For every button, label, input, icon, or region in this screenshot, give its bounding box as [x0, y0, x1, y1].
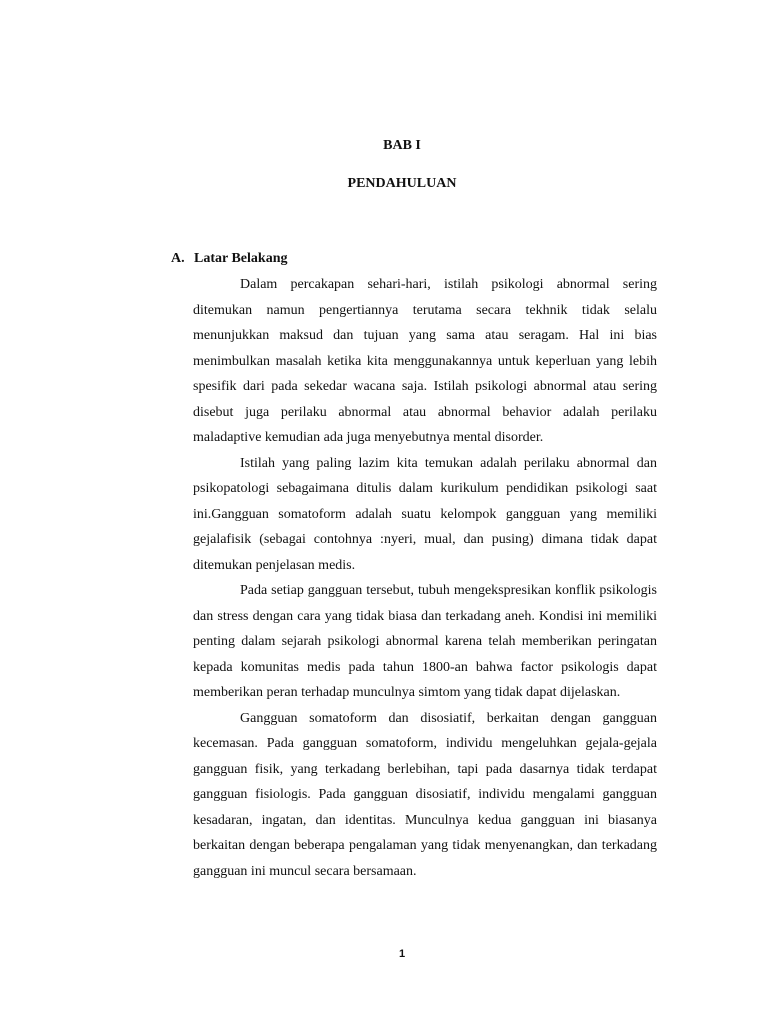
section-title: Latar Belakang — [194, 251, 288, 266]
paragraph: Istilah yang paling lazim kita temukan adalah perilaku abnormal dan psikopatologi sebagaimana ditulis dalam kurikulum pendidikan psikologi saat ini.Gangguan somatoform adalah suatu kelompok gangguan yang memiliki gejalafisik (sebagai contohnya :nyeri, mual, dan pusing) dimana tidak dapat ditemukan penjelasan medis. — [193, 455, 657, 573]
section-letter: A. — [171, 251, 185, 266]
page-number: 1 — [398, 948, 406, 960]
paragraph: Pada setiap gangguan tersebut, tubuh mengekspresikan konflik psikologis dan stress dengan cara yang tidak biasa dan terkadang aneh. Kondisi ini memiliki penting dalam sejarah psikologi abnormal karena telah memberikan peringatan kepada komunitas medis pada tahun 1800-an bahwa factor psikologis dapat memberikan peran terhadap munculnya simtom yang tidak dapat dijelaskan. — [193, 583, 657, 700]
body-text — [193, 272, 657, 884]
chapter-number: BAB I — [383, 138, 421, 153]
section-heading — [171, 250, 287, 268]
chapter-title: PENDAHULUAN — [347, 176, 457, 191]
paragraph: Gangguan somatoform dan disosiatif, berkaitan dengan gangguan kecemasan. Pada gangguan somatoform, individu mengeluhkan gejala-gejala gangguan fisik, yang terkadang berlebihan, tapi pada dasarnya tidak terdapat gangguan fisiologis. Pada gangguan disosiatif, individu mengalami gangguan kesadaran, ingatan, dan identitas. Munculnya kedua gangguan ini biasanya berkaitan dengan beberapa pengalaman yang tidak menyenangkan, dan terkadang gangguan ini muncul secara bersamaan. — [193, 710, 657, 879]
paragraph: Dalam percakapan sehari-hari, istilah psikologi abnormal sering ditemukan namun pengertiannya terutama secara tekhnik tidak selalu menunjukkan maksud dan tujuan yang sama atau seragam. Hal ini bias menimbulkan masalah ketika kita menggunakannya untuk keperluan yang lebih spesifik dari pada sekedar wacana saja. Istilah psikologi abnormal atau sering disebut juga perilaku abnormal atau abnormal behavior adalah perilaku maladaptive kemudian ada juga menyebutnya mental disorder. — [193, 277, 657, 445]
